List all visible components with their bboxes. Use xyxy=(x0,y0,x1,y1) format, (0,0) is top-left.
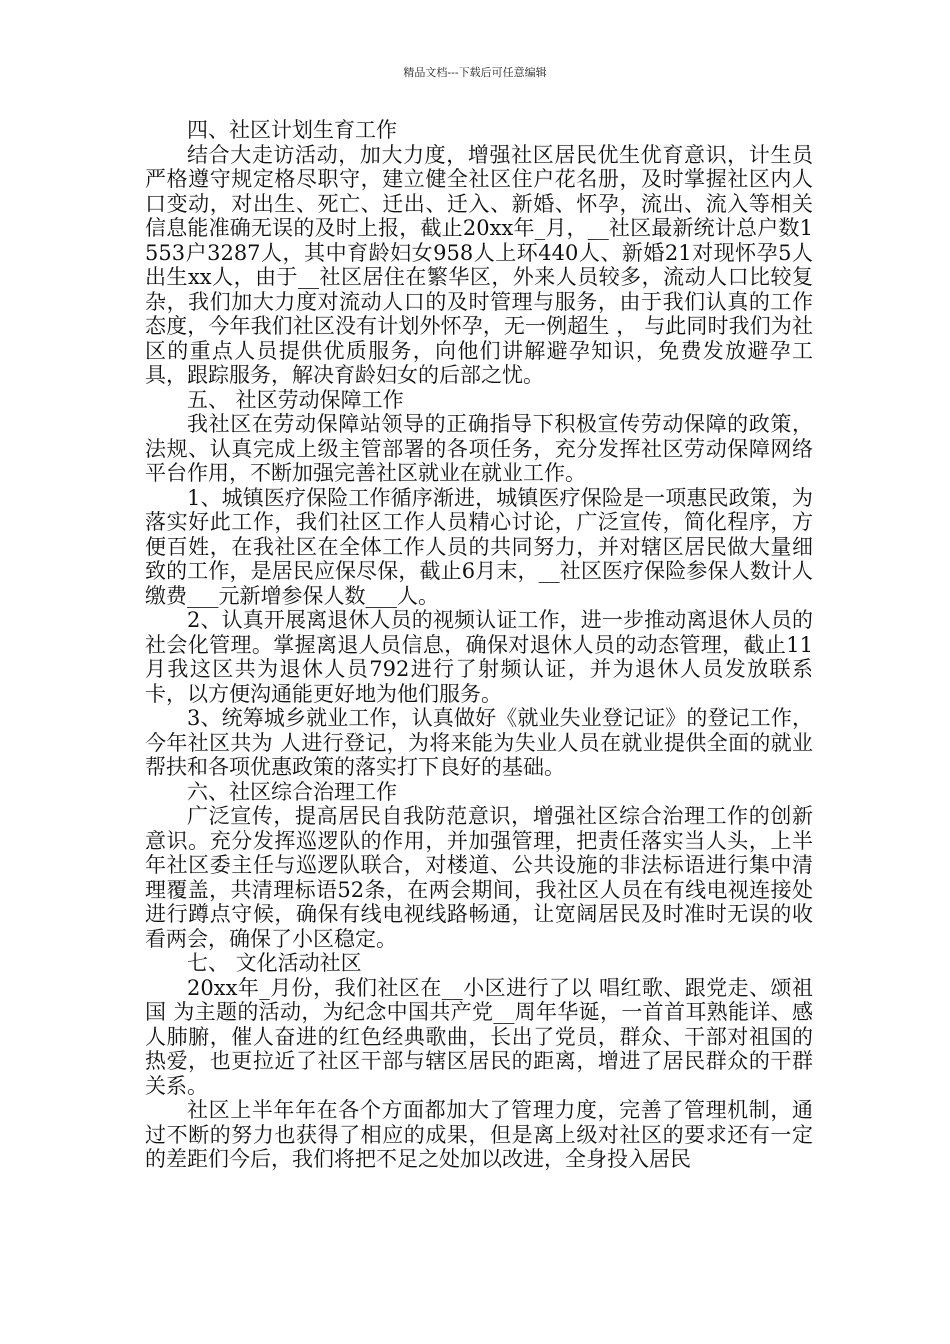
page-header: 精品文档---下载后可任意编辑 xyxy=(403,66,547,79)
section-heading-cultural-activities: 七、 文化活动社区 xyxy=(187,951,362,975)
paragraph-summary: 社区上半年年在各个方面都加大了管理力度，完善了管理机制，通过不断的努力也获得了相应的成果，但是离上级对社区的要求还有一定的差距们今后，我们将把不足之处加以改进，全身投入居民 xyxy=(145,1098,813,1171)
paragraph-retiree-certification: 2、认真开展离退休人员的视频认证工作，进一步推动离退休人员的社会化管理。掌握离退人员信息，确保对退休人员的动态管理，截止11月我这区共为退休人员792进行了射频认证，并为退休人员发放联系卡，以方便沟通能更好地为他们服务。 xyxy=(145,608,813,706)
paragraph-comprehensive-governance: 广泛宣传，提高居民自我防范意识，增强社区综合治理工作的创新意识。充分发挥巡逻队的作用，并加强管理，把责任落实当人头，上半年社区委主任与巡逻队联合，对楼道、公共设施的非法标语进行集中清理覆盖，共清理标语52条，在两会期间，我社区人员在有线电视连接处进行蹲点守候，确保有线电视线路畅通，让宽阔居民及时准时无误的收看两会，确保了小区稳定。 xyxy=(145,804,813,951)
section-heading-labor-security: 五、 社区劳动保障工作 xyxy=(187,387,404,412)
paragraph-cultural-activities: 20xx年_月份，我们社区在__小区进行了以 唱红歌、跟党走、颂祖国 为主题的活动，为纪念中国共产党__周年华诞，一首首耳熟能详、感人肺腑，催人奋进的红色经典歌曲，长出了党员，群众、干部对祖国的热爱，也更拉近了社区干部与辖区居民的距离，增进了居民群众的干群关系。 xyxy=(145,975,813,1098)
section-heading-family-planning: 四、社区计划生育工作 xyxy=(187,118,397,142)
paragraph-labor-security-intro: 我社区在劳动保障站领导的正确指导下积极宣传劳动保障的政策，法规、认真完成上级主管部署的各项任务，充分发挥社区劳动保障网络平台作用，不断加强完善社区就业在就业工作。 xyxy=(145,412,813,485)
paragraph-medical-insurance: 1、城镇医疗保险工作循序渐进，城镇医疗保险是一项惠民政策，为落实好此工作，我们社区工作人员精心讨论，广泛宣传，简化程序，方便百姓，在我社区在全体工作人员的共同努力，并对辖区居民做大量细致的工作，是居民应保尽保，截止6月末，__社区医疗保险参保人数计人缴费___元新增参保人数___人。 xyxy=(145,485,813,608)
document-body xyxy=(145,118,813,1172)
paragraph-family-planning: 结合大走访活动，加大力度，增强社区居民优生优育意识，计生员严格遵守规定格尽职守，建立健全社区住户花名册，及时掌握社区内人口变动，对出生、死亡、迁出、迁入、新婚、怀孕，流出、流入等相关信息能准确无误的及时上报，截止20xx年_月，__社区最新统计总户数1553户3287人，其中育龄妇女958人上环440人、新婚21对现怀孕5人出生xx人，由于__社区居住在繁华区，外来人员较多，流动人口比较复杂，我们加大力度对流动人口的及时管理与服务，由于我们认真的工作态度，今年我们社区没有计划外怀孕，无一例超生 ， 与此同时我们为社区的重点人员提供优质服务，向他们讲解避孕知识，免费发放避孕工具，跟踪服务，解决育龄妇女的后部之忧。 xyxy=(145,142,813,387)
paragraph-employment: 3、统筹城乡就业工作，认真做好《就业失业登记证》的登记工作，今年社区共为 人进行登记，为将来能为失业人员在就业提供全面的就业帮扶和各项优惠政策的落实打下良好的基础。 xyxy=(145,706,813,779)
section-heading-comprehensive-governance: 六、社区综合治理工作 xyxy=(187,779,397,804)
